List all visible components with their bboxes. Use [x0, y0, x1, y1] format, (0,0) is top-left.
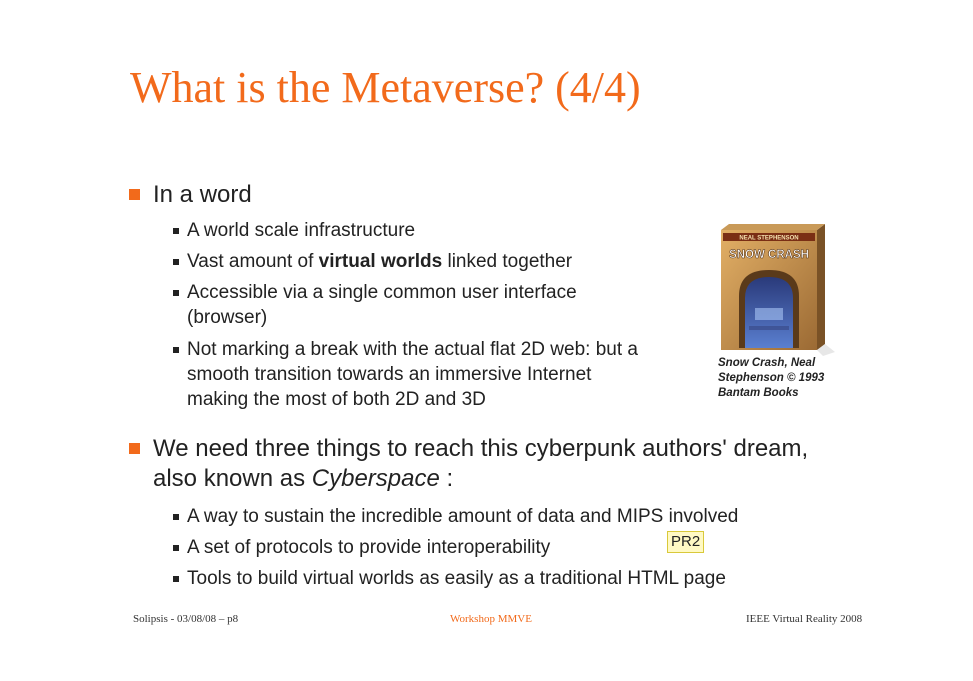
sub-bullet-accessible [187, 280, 577, 330]
square-bullet-icon [173, 514, 179, 520]
footer-right: IEEE Virtual Reality 2008 [746, 613, 863, 625]
sub-bullet-tools [187, 566, 726, 591]
cover-author-text: NEAL STEPHENSON [739, 235, 799, 242]
bullet-text: A way to sustain the incredible amount of data and MIPS involved [187, 506, 739, 527]
bullet-text-post: : [439, 465, 454, 492]
bullet-text-line-2 [153, 464, 808, 494]
sub-bullet-smooth-transition [187, 337, 638, 412]
caption-line: Stephenson © 1993 [718, 372, 825, 384]
square-bullet-icon [173, 290, 179, 296]
bullet-text: Tools to build virtual worlds as easily as a traditional HTML page [187, 568, 726, 589]
sub-bullet-virtual-worlds [187, 249, 572, 274]
slide-title: What is the Metaverse? (4/4) [130, 63, 641, 112]
bullet-in-a-word [153, 180, 252, 210]
square-bullet-icon [173, 228, 179, 234]
snow-crash-book-cover [719, 216, 841, 356]
square-bullet-icon [173, 545, 179, 551]
footer-left: Solipsis - 03/08/08 – p8 [133, 613, 239, 625]
bullet-text-line: (browser) [187, 307, 268, 328]
caption-line: Bantam Books [718, 387, 799, 399]
book-caption [718, 356, 848, 401]
square-bullet-icon [173, 576, 179, 582]
square-bullet-icon [129, 443, 140, 454]
comment-marker-pr2[interactable]: PR2 [667, 531, 704, 553]
bullet-text-pre: also known as [153, 465, 312, 492]
bullet-three-things [153, 434, 808, 494]
cover-title-text: SNOW CRASH [729, 249, 809, 261]
bullet-text-line: making the most of both 2D and 3D [187, 389, 486, 410]
bullet-text-line: Accessible via a single common user interface [187, 282, 577, 303]
bullet-text: In a word [153, 181, 252, 208]
square-bullet-icon [173, 259, 179, 265]
sub-bullet-protocols [187, 535, 550, 560]
bullet-text-line: We need three things to reach this cyberpunk authors' dream, [153, 435, 809, 462]
bullet-text-bold: virtual worlds [318, 251, 443, 272]
square-bullet-icon [173, 347, 179, 353]
caption-line: Snow Crash, Neal [718, 357, 816, 369]
footer-center: Workshop MMVE [450, 613, 532, 625]
sub-bullet-infrastructure [187, 218, 415, 243]
sub-bullet-data-mips [187, 504, 738, 529]
bullet-text: A world scale infrastructure [187, 220, 416, 241]
bullet-text-post: linked together [442, 251, 573, 272]
square-bullet-icon [129, 189, 140, 200]
bullet-text-italic: Cyberspace [311, 465, 440, 492]
bullet-text: A set of protocols to provide interoperability [187, 537, 551, 558]
bullet-text-line: Not marking a break with the actual flat 2D web: but a [187, 339, 638, 360]
bullet-text-line: smooth transition towards an immersive Internet [187, 364, 592, 385]
bullet-text-pre: Vast amount of [187, 251, 319, 272]
